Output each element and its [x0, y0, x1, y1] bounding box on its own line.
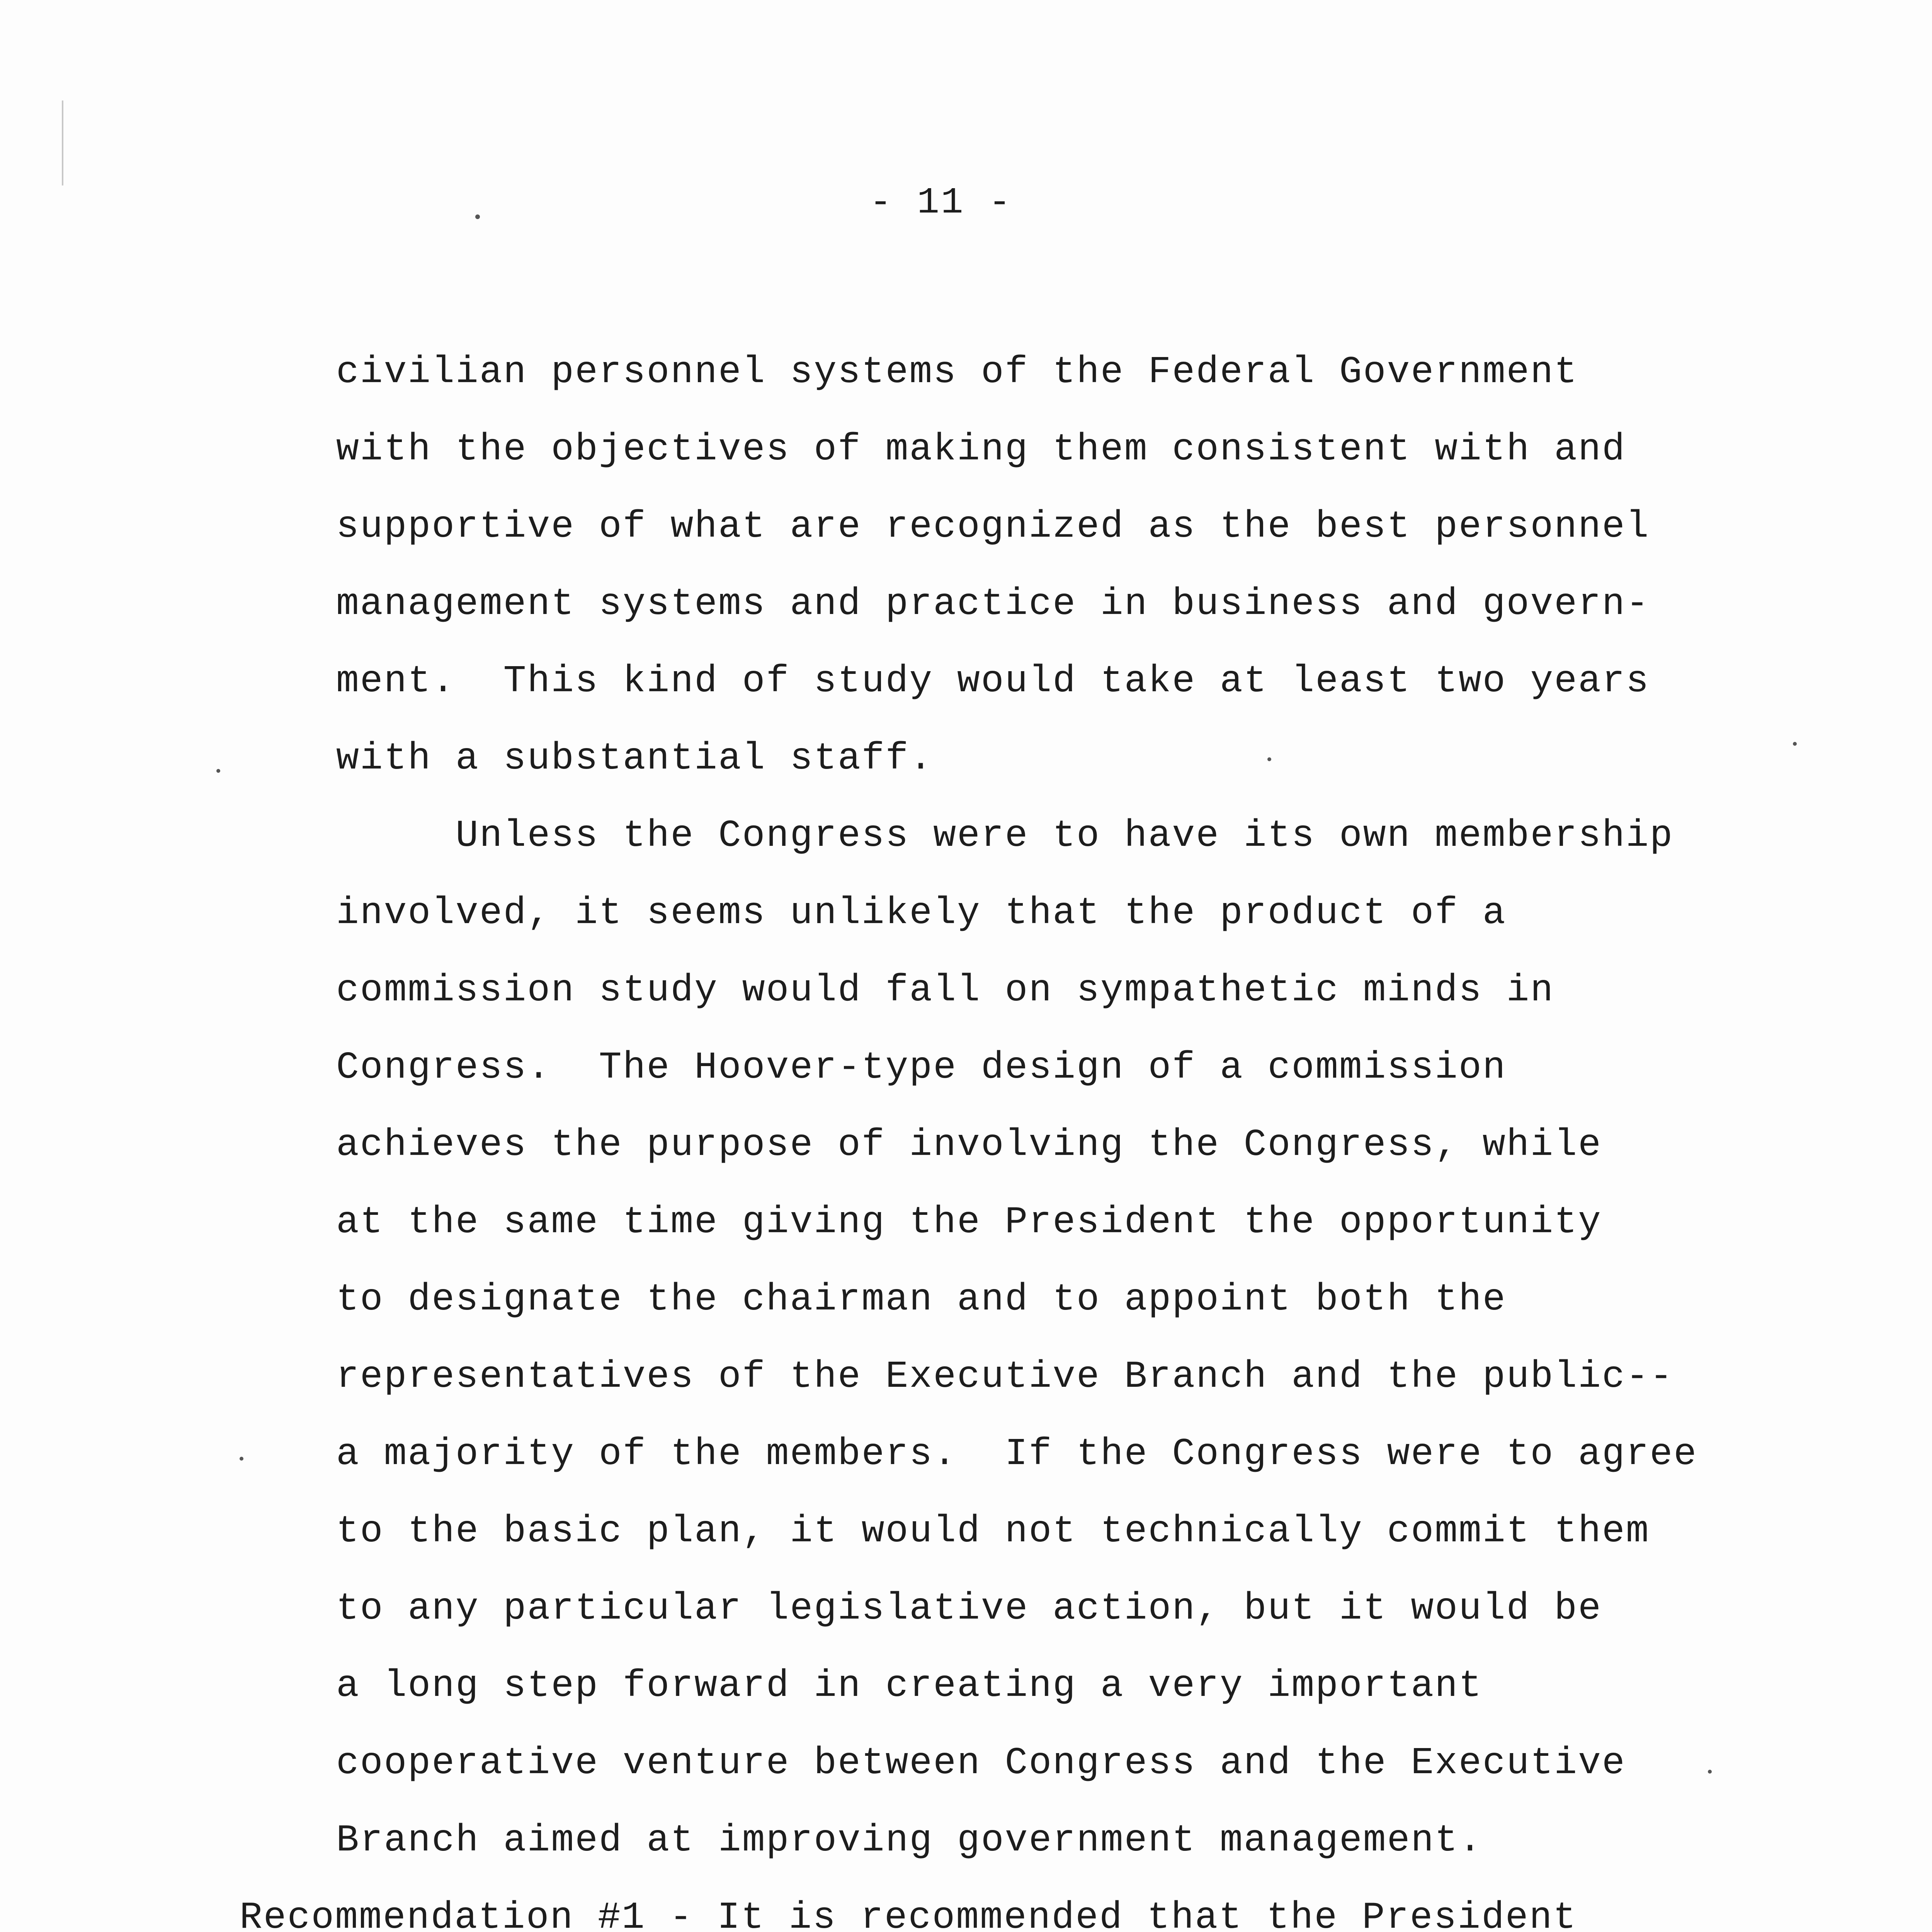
paragraph-line: a long step forward in creating a very important — [336, 1665, 1483, 1708]
paragraph-line: Congress. The Hoover-type design of a commission — [336, 1046, 1507, 1089]
paragraph-line: ment. This kind of study would take at least two years — [336, 660, 1650, 703]
page-number: - 11 - — [869, 182, 1012, 224]
paragraph-line: management systems and practice in business and govern- — [336, 583, 1650, 626]
paragraph-line: supportive of what are recognized as the best personnel — [336, 505, 1650, 548]
paragraph-line: representatives of the Executive Branch and the public-- — [336, 1355, 1674, 1398]
paragraph-line: to any particular legislative action, but it would be — [336, 1587, 1602, 1630]
paragraph-line: a majority of the members. If the Congress were to agree — [336, 1433, 1698, 1476]
recommendation-line: Recommendation #1 - It is recommended that the President — [240, 1896, 1577, 1932]
paragraph-line: to the basic plan, it would not technically commit them — [336, 1510, 1650, 1553]
paragraph-line: with a substantial staff. — [336, 737, 934, 780]
paragraph-line: at the same time giving the President the opportunity — [336, 1201, 1602, 1244]
paragraph-line: to designate the chairman and to appoint both the — [336, 1278, 1507, 1321]
scan-speck — [1267, 757, 1271, 761]
scan-speck — [475, 214, 480, 219]
paragraph-line: cooperative venture between Congress and the Executive — [336, 1742, 1626, 1785]
paragraph-line: with the objectives of making them consistent with and — [336, 428, 1626, 471]
scan-speck — [240, 1457, 243, 1461]
scan-mark — [62, 100, 63, 185]
paragraph-line: civilian personnel systems of the Federal Government — [336, 351, 1578, 394]
scan-speck — [1708, 1770, 1712, 1774]
paragraph-line: commission study would fall on sympathetic minds in — [336, 969, 1554, 1012]
scan-speck — [216, 769, 220, 773]
paragraph-line: Unless the Congress were to have its own membership — [336, 815, 1674, 857]
scan-speck — [1793, 742, 1797, 746]
paragraph-line: Branch aimed at improving government management. — [336, 1819, 1483, 1862]
paragraph-line: achieves the purpose of involving the Congress, while — [336, 1124, 1602, 1167]
paragraph-line: involved, it seems unlikely that the product of a — [336, 892, 1507, 935]
